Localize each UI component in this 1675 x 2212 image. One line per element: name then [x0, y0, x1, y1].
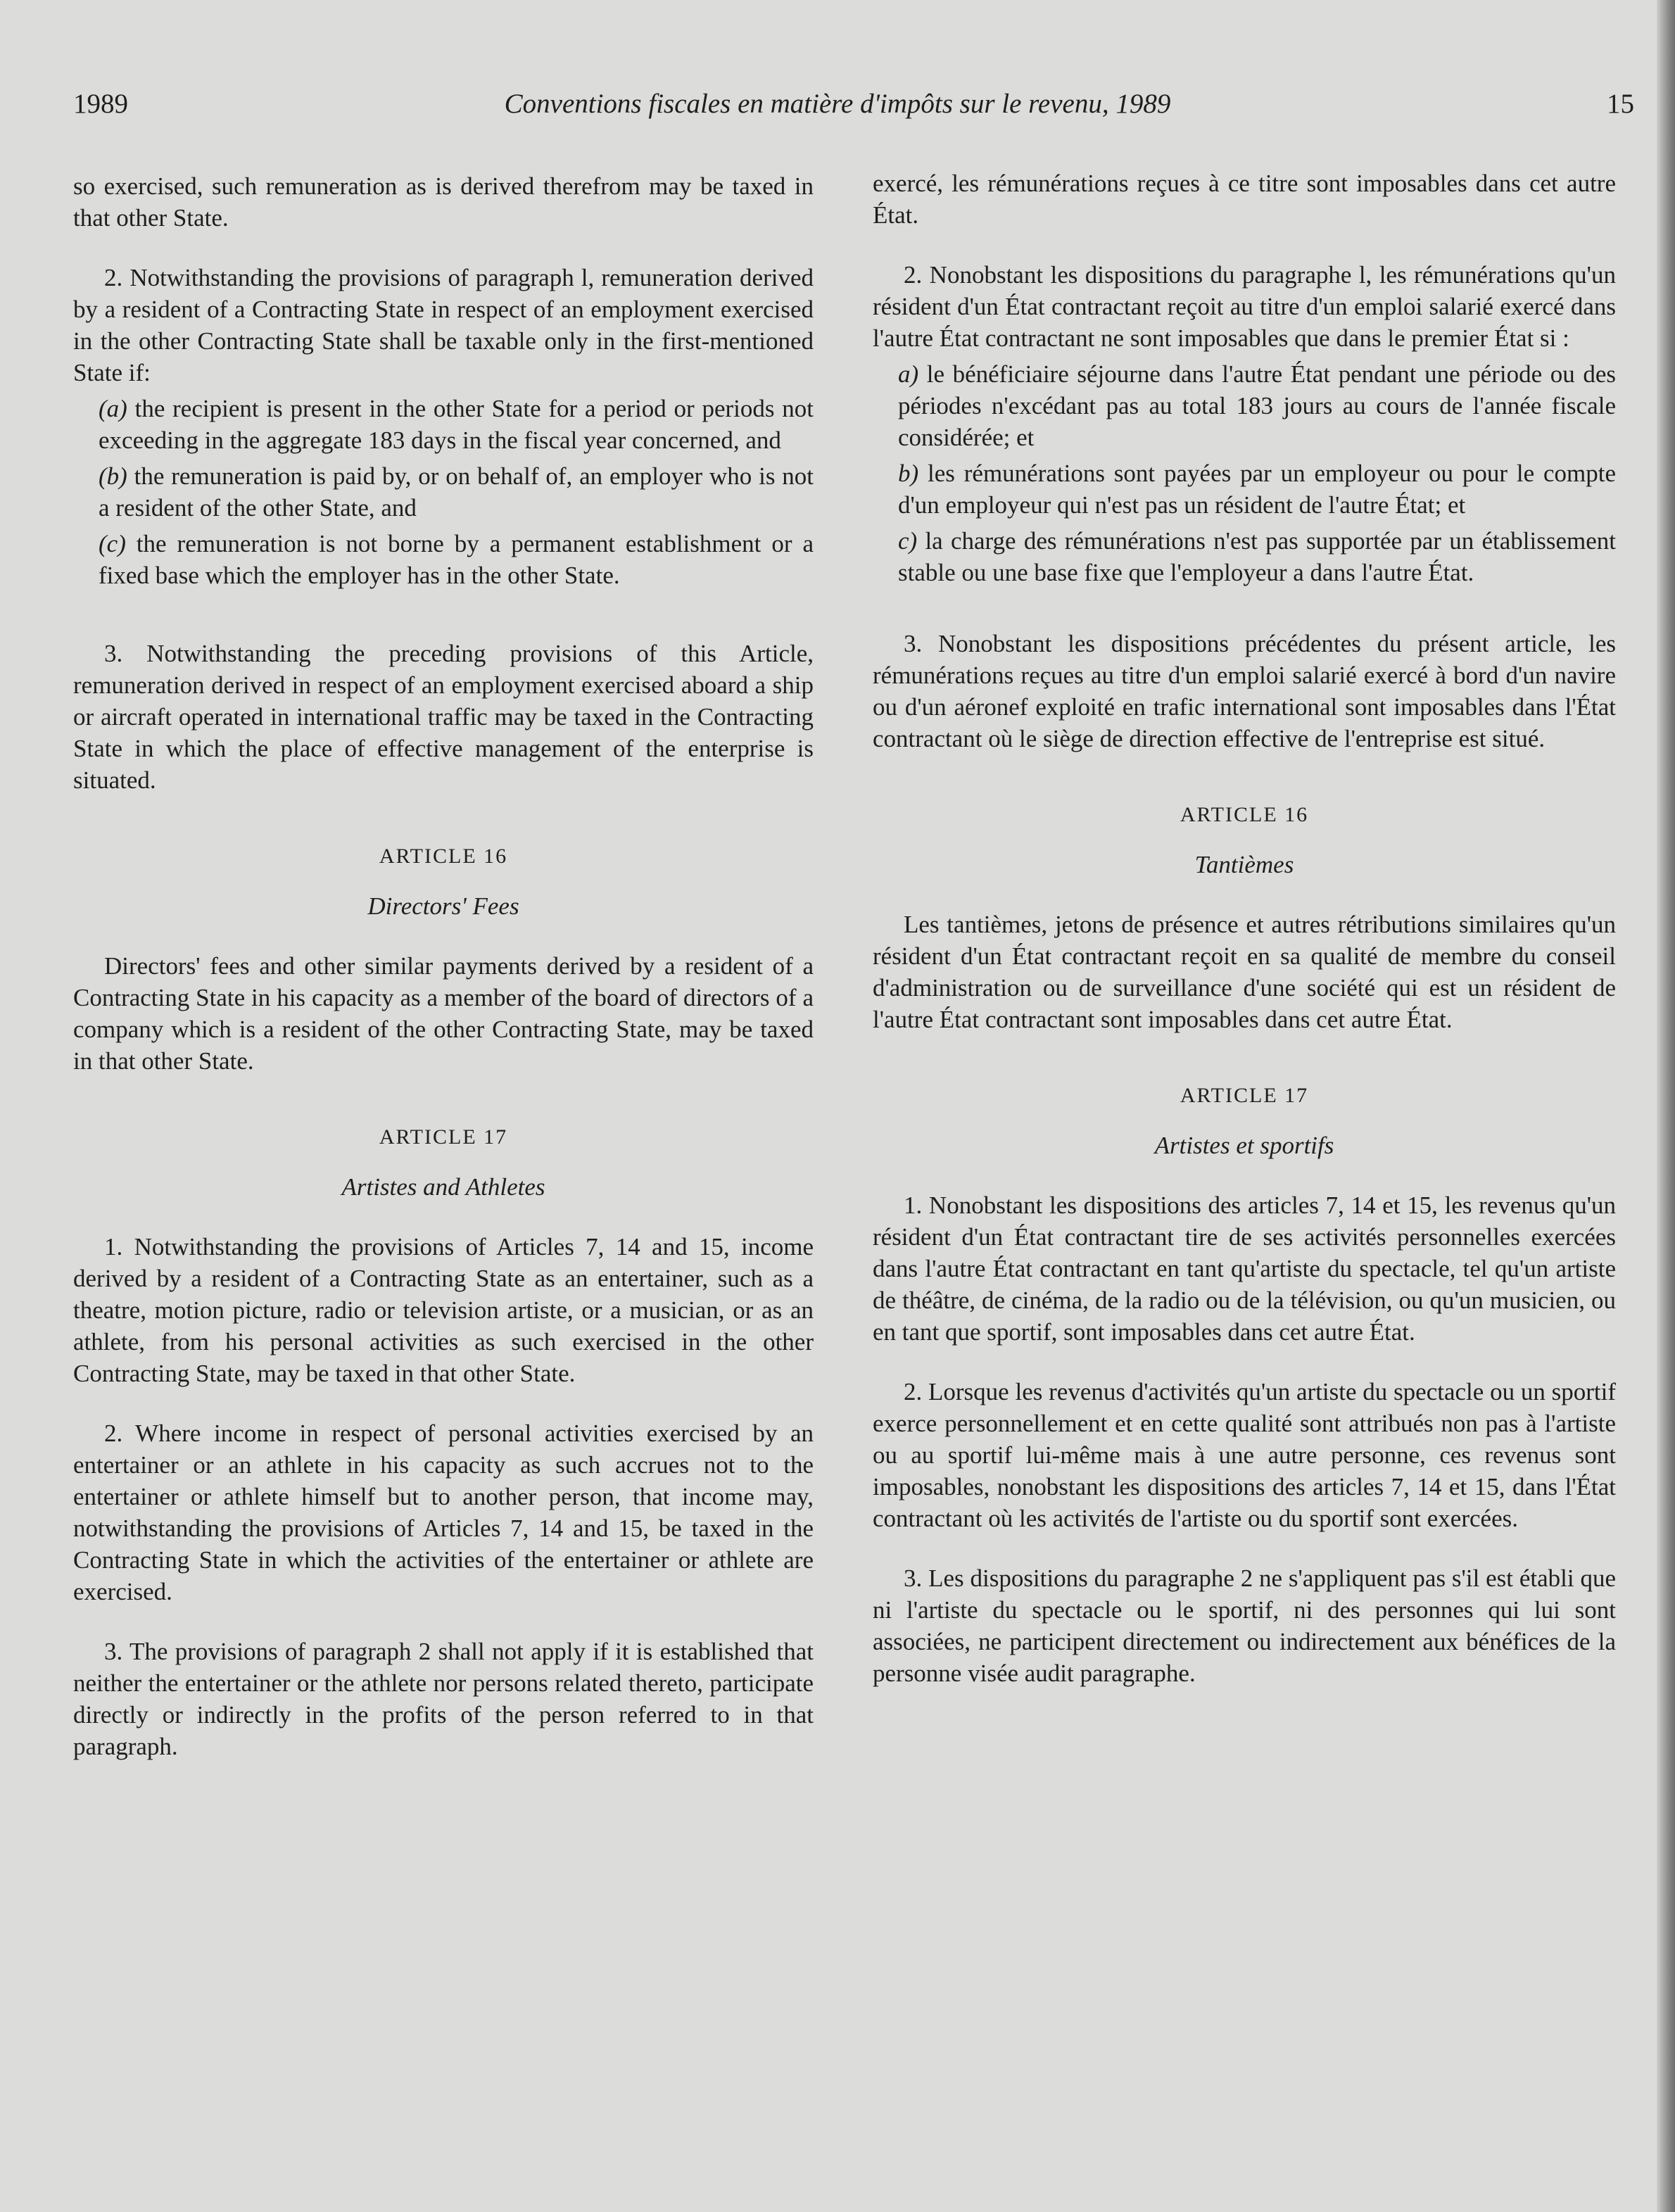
english-column [73, 170, 814, 1762]
paragraph-3: 3. Nonobstant les dispositions précédentes du présent article, les rémunérations reçues au titre d'un emploi salarié exercé à bord d'un navire ou d'un aéronef exploité en trafic international sont imposables dans l'État contractant où le siège de direction effective de l'entreprise est situé. [873, 630, 1616, 752]
article-16-text: Les tantièmes, jetons de présence et autres rétributions similaires qu'un résident d'un État contractant reçoit en sa qualité de membre du conseil d'administration ou de surveillance d'une société qui est un résident de l'autre État contractant sont imposables dans cet autre État. [873, 911, 1616, 1033]
condition-a-label: a) [898, 360, 919, 388]
condition-b [73, 460, 814, 524]
condition-a-label: (a) [99, 395, 127, 422]
article-17-paragraph-2: 2. Where income in respect of personal activities exercised by an entertainer or an athlete in his capacity as such accrues not to the entertainer or athlete himself but to another person, that income may, notwithstanding the provisions of Articles 7, 14 and 15, be taxed in the Contracting State in which the activities of the entertainer or athlete are exercised. [73, 1420, 814, 1605]
article-17-heading: ARTICLE 17 [1180, 1084, 1309, 1107]
continuation-paragraph: exercé, les rémunérations reçues à ce titre sont imposables dans cet autre État. [873, 170, 1616, 229]
condition-b-label: (b) [99, 462, 127, 490]
condition-a-text: the recipient is present in the other State for a period or periods not exceeding in the aggregate 183 days in the fiscal year concerned, and [99, 395, 814, 454]
continuation-paragraph: so exercised, such remuneration as is derived therefrom may be taxed in that other State. [73, 172, 814, 232]
article-16-heading: ARTICLE 16 [1180, 803, 1309, 826]
condition-a-text: le bénéficiaire séjourne dans l'autre État pendant une période ou des périodes n'excédant pas au total 183 jours au cours de l'année fiscale considérée; et [898, 360, 1617, 451]
condition-b-text: les rémunérations sont payées par un employeur ou pour le compte d'un employeur qui n'est pas un résident de l'autre État; et [898, 460, 1617, 519]
condition-c-label: (c) [99, 530, 126, 557]
article-17-title: Artistes and Athletes [341, 1173, 545, 1201]
article-16-heading: ARTICLE 16 [379, 845, 508, 868]
condition-b-label: b) [898, 460, 919, 487]
french-column [873, 168, 1616, 1689]
condition-a [73, 393, 814, 456]
article-17-paragraph-1: 1. Nonobstant les dispositions des articles 7, 14 et 15, les revenus qu'un résident d'un État contractant tire de ses activités personnelles exercées dans l'autre État contractant en tant qu'artiste du spectacle, tel qu'un artiste de théâtre, de cinéma, de la radio ou de la télévision, ou qu'un musicien, ou en tant que sportif, sont imposables dans cet autre État. [873, 1192, 1616, 1346]
condition-b [873, 457, 1616, 521]
article-17-paragraph-2: 2. Lorsque les revenus d'activités qu'un artiste du spectacle ou un sportif exerce personnellement et en cette qualité sont attribués non pas à l'artiste ou au sportif lui-même mais à une autre personne, ces revenus sont imposables, nonobstant les dispositions des articles 7, 14 et 15, dans l'État contractant où les activités de l'artiste ou du sportif sont exercées. [873, 1378, 1616, 1532]
condition-c [73, 528, 814, 591]
condition-a [873, 358, 1616, 453]
article-17-paragraph-1: 1. Notwithstanding the provisions of Articles 7, 14 and 15, income derived by a resident of a Contracting State as an entertainer, such as a theatre, motion picture, radio or television artiste, or a musician, or as an athlete, from his personal activities as such exercised in the other Contracting State, may be taxed in that other State. [73, 1233, 814, 1387]
article-16-title: Tantièmes [1194, 851, 1294, 878]
article-17-heading: ARTICLE 17 [379, 1125, 508, 1149]
condition-c [873, 525, 1616, 588]
paragraph-3: 3. Notwithstanding the preceding provisions of this Article, remuneration derived in respect of an employment exercised aboard a ship or aircraft operated in international traffic may be taxed in the Contracting State in which the place of effective management of the enterprise is situated. [73, 640, 814, 794]
article-16-title: Directors' Fees [367, 892, 519, 920]
condition-c-label: c) [898, 527, 918, 555]
article-16-text: Directors' fees and other similar payments derived by a resident of a Contracting State in his capacity as a member of the board of directors of a company which is a resident of the other Contracting State, may be taxed in that other State. [73, 952, 814, 1075]
paragraph-2: 2. Notwithstanding the provisions of paragraph l, remuneration derived by a resident of a Contracting State in respect of an employment exercised in the other Contracting State shall be taxable only in the first-mentioned State if: [73, 264, 814, 386]
article-17-paragraph-3: 3. Les dispositions du paragraphe 2 ne s'appliquent pas s'il est établi que ni l'artiste du spectacle ou le sportif, ni des personnes qui lui sont associées, ne participent directement ou indirectement aux bénéfices de la personne visée audit paragraphe. [873, 1565, 1616, 1687]
header-year: 1989 [73, 89, 128, 119]
article-17-paragraph-3: 3. The provisions of paragraph 2 shall not apply if it is established that neither the entertainer or the athlete nor persons related thereto, participate directly or indirectly in the profits of the person referred to in that paragraph. [73, 1638, 814, 1760]
condition-c-text: the remuneration is not borne by a permanent establishment or a fixed base which the employer has in the other State. [99, 530, 814, 589]
article-17-title: Artistes et sportifs [1154, 1132, 1334, 1159]
page-number: 15 [1607, 89, 1634, 119]
page-edge-shadow [1657, 0, 1675, 2212]
condition-c-text: la charge des rémunérations n'est pas supportée par un établissement stable ou une base fixe que l'employeur a dans l'autre État. [898, 527, 1616, 586]
paragraph-2: 2. Nonobstant les dispositions du paragraphe l, les rémunérations qu'un résident d'un État contractant reçoit au titre d'un emploi salarié exercé dans l'autre État contractant ne sont imposables que dans le premier État si : [873, 261, 1616, 352]
header-title: Conventions fiscales en matière d'impôts sur le revenu, 1989 [504, 89, 1171, 119]
condition-b-text: the remuneration is paid by, or on behalf of, an employer who is not a resident of the other State, and [99, 462, 814, 522]
